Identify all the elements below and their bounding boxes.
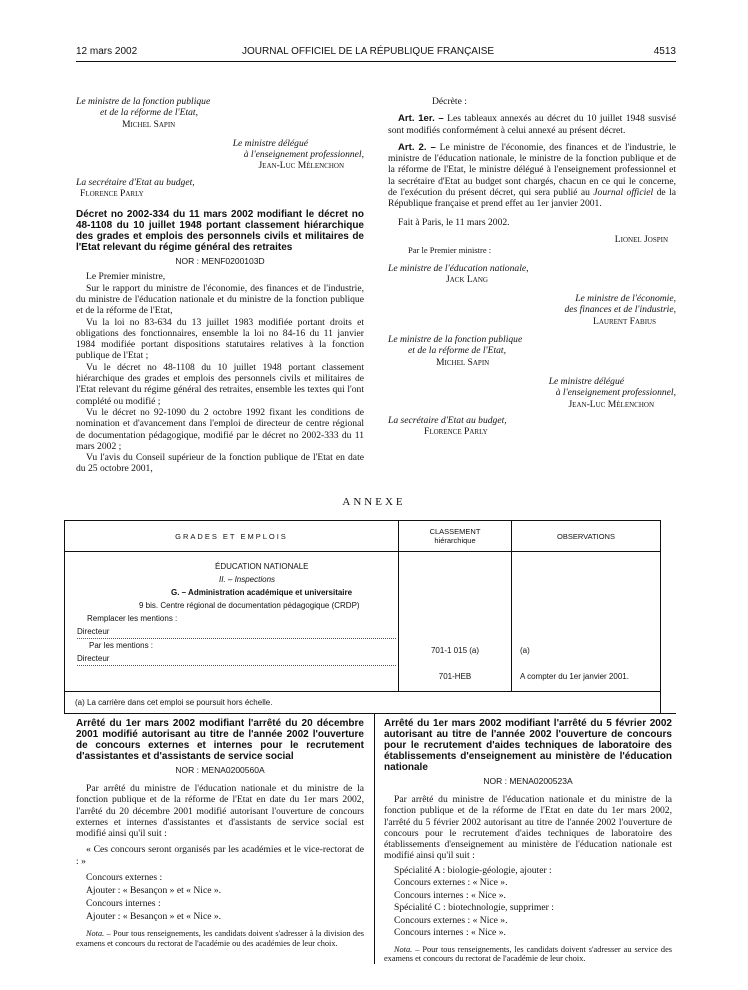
section-rule bbox=[76, 713, 676, 714]
signature-enseignement-pro: Le ministre délégué à l'enseignement professionnel, bbox=[232, 137, 364, 161]
nota: Nota. – Pour tous renseignements, les candidats doivent s'adresser au service des examens et concours du rectorat de l'académie de leur choix. bbox=[384, 944, 672, 964]
decrete-label: Décrète : bbox=[432, 96, 467, 107]
right-column bbox=[388, 96, 676, 437]
paragraph: « Ces concours seront organisés par les académies et le vice-rectorat de : » bbox=[76, 844, 364, 867]
annexe-table bbox=[64, 520, 661, 714]
decree-title: Décret no 2002-334 du 11 mars 2002 modifiant le décret no 48-1108 du 10 juillet 1948 portant classement hiérarchique des grades et emplois des personnels civils et militaires de l'Etat relevant du régime général des retraites bbox=[76, 209, 364, 254]
header-date: 12 mars 2002 bbox=[76, 46, 138, 57]
arrete-title: Arrêté du 1er mars 2002 modifiant l'arrêté du 5 février 2002 autorisant au titre de l'année 2002 l'ouverture de concours pour le recrutement d'aides techniques de laboratoire des établissements d'enseignement au ministère de l'éducation nationale bbox=[384, 718, 672, 773]
signature-budget: La secrétaire d'Etat au budget, bbox=[76, 176, 195, 188]
nota: Nota. – Pour tous renseignements, les candidats doivent s'adresser à la division des examens et concours du rectorat de l'académie ou des académies de leur choix. bbox=[76, 929, 364, 948]
annexe-title: ANNEXE bbox=[342, 496, 406, 508]
fait-a-paris: Fait à Paris, le 11 mars 2002. bbox=[398, 216, 510, 228]
signature-name: Florence Parly bbox=[424, 426, 488, 438]
paragraph: Vu le décret no 92-1090 du 2 octobre 1992 fixant les conditions de nomination et d'avancement dans l'emploi de directeur de centre régional de documentation pédagogique, modifié par le décret no 2002-333 du 11 mars 2002 ; bbox=[76, 406, 364, 452]
signature-budget: La secrétaire d'Etat au budget, bbox=[388, 414, 507, 426]
paragraph: Vu le décret no 48-1108 du 10 juillet 1948 portant classement hiérarchique des grades et emplois des personnels civils et militaires de l'Etat relevant du régime général des retraites, ensemble les textes qui l'ont complété ou modifié ; bbox=[76, 361, 364, 407]
annexe-classement-cell: 701-1 015 (a) 701-HEB bbox=[399, 552, 512, 692]
annexe-footnote: (a) La carrière dans cet emploi se poursuit hors échelle. bbox=[65, 692, 661, 714]
signature-name: Jean-Luc Mélenchon bbox=[258, 160, 344, 172]
prime-minister-name: Lionel Jospin bbox=[614, 233, 668, 245]
par-le-premier-ministre: Par le Premier ministre : bbox=[408, 245, 492, 256]
arrete-title: Arrêté du 1er mars 2002 modifiant l'arrêté du 20 décembre 2001 modifié autorisant au titre de l'année 2002 l'ouverture de concours externes et internes pour le recrutement d'assistantes et d'assistants de service social bbox=[76, 718, 364, 762]
annexe-observations-cell: (a) A compter du 1er janvier 2001. bbox=[520, 646, 629, 681]
signature-name: Michel Sapin bbox=[122, 118, 176, 130]
arrete-assistantes bbox=[76, 718, 364, 948]
nor-reference: NOR : MENA0200560A bbox=[175, 765, 265, 775]
signature-education: Le ministre de l'éducation nationale, bbox=[388, 262, 529, 274]
article-1: Art. 1er. – Les tableaux annexés au décret du 10 juillet 1948 susvisé sont modifiés conformément à celui annexé au présent décret. bbox=[388, 113, 676, 136]
signature-enseignement-pro: Le ministre délégué à l'enseignement professionnel, bbox=[548, 375, 676, 399]
list: Concours externes : Ajouter : « Besançon » et « Nice ». Concours internes : Ajouter : « Besançon » et « Nice ». bbox=[86, 872, 222, 923]
list: Spécialité A : biologie-géologie, ajouter : Concours externes : « Nice ». Concours internes : « Nice ». Spécialité C : biotechnologie, supprimer : Concours externes : « Nice ». Concours internes : « Nice ». bbox=[394, 864, 554, 939]
paragraph: Le Premier ministre, bbox=[86, 271, 166, 283]
column-divider bbox=[374, 714, 375, 964]
signature-economie: Le ministre de l'économie, des finances et de l'industrie, bbox=[564, 293, 676, 316]
signature-name: Jack Lang bbox=[446, 273, 488, 285]
signature-name: Michel Sapin bbox=[436, 356, 490, 368]
paragraph: Vu la loi no 83-634 du 13 juillet 1983 modifiée portant droits et obligations des fonctionnaires, ensemble la loi no 84-16 du 11 janvier 1984 modifiée portant dispositions statutaires relatives à la fonction publique de l'Etat ; bbox=[76, 316, 364, 362]
nor-reference: NOR : MENA0200523A bbox=[483, 776, 573, 786]
col-header-observations: OBSERVATIONS bbox=[512, 521, 661, 552]
nor-reference: NOR : MENF0200103D bbox=[175, 256, 265, 267]
article-2: Art. 2. – Le ministre de l'économie, des finances et de l'industrie, le ministre de l'éducation nationale, le ministre de la fonction publique et de la réforme de l'Etat, le ministre délégué à l'enseignement professionnel et la secrétaire d'Etat au budget sont chargés, chacun en ce qui le concerne, de l'exécution du présent décret, qui sera publié au Journal officiel de la République française et prend effet au 1er janvier 2001. bbox=[388, 141, 677, 210]
header-rule bbox=[76, 61, 676, 62]
signature-name: Laurent Fabius bbox=[593, 315, 656, 327]
header-page-number: 4513 bbox=[653, 46, 676, 57]
paragraph: Vu l'avis du Conseil supérieur de la fonction publique de l'Etat en date du 25 octobre 2001, bbox=[76, 452, 364, 475]
left-column bbox=[76, 96, 364, 475]
paragraph: Par arrêté du ministre de l'éducation nationale et du ministre de la fonction publique et de la réforme de l'Etat en date du 1er mars 2002, l'arrêté du 20 décembre 2001 modifié autorisant l'ouverture de concours externes et internes d'assistantes et d'assistants de service social est modifié ainsi qu'il suit : bbox=[76, 783, 364, 840]
signature-name: Jean-Luc Mélenchon bbox=[568, 398, 654, 410]
signature-fonction-publique: Le ministre de la fonction publique et de la réforme de l'Etat, bbox=[388, 334, 523, 357]
page-header bbox=[76, 46, 676, 60]
paragraph: Sur le rapport du ministre de l'économie, des finances et de l'industrie, du ministre de l'éducation nationale et du ministre de la fonction publique et de la réforme de l'Etat, bbox=[76, 282, 364, 317]
signature-name: Florence Parly bbox=[80, 188, 144, 200]
annexe-body-cell: ÉDUCATION NATIONALE II. – Inspections G. – Administration académique et universitaire 9 bis. Centre régional de documentation pédagogique (CRDP) Remplacer les mentions : Directeur Par les mentions : Directeur bbox=[65, 552, 399, 692]
paragraph: Par arrêté du ministre de l'éducation nationale et du ministre de la fonction publique et de la réforme de l'Etat en date du 1er mars 2002, l'arrêté du 5 février 2002 autorisant au titre de l'année 2002 l'ouverture de concours pour le recrutement d'aides techniques de laboratoire des établissements d'enseignement au ministère de l'éducation nationale est modifié ainsi qu'il suit : bbox=[384, 794, 672, 862]
header-journal-title: JOURNAL OFFICIEL DE LA RÉPUBLIQUE FRANÇAISE bbox=[242, 46, 495, 57]
col-header-classement: CLASSEMENT hiérarchique bbox=[399, 521, 512, 552]
col-header-grades: GRADES ET EMPLOIS bbox=[65, 521, 399, 552]
signature-fonction-publique: Le ministre de la fonction publique et de la réforme de l'Etat, bbox=[76, 96, 211, 119]
arrete-aides-techniques bbox=[384, 718, 672, 964]
